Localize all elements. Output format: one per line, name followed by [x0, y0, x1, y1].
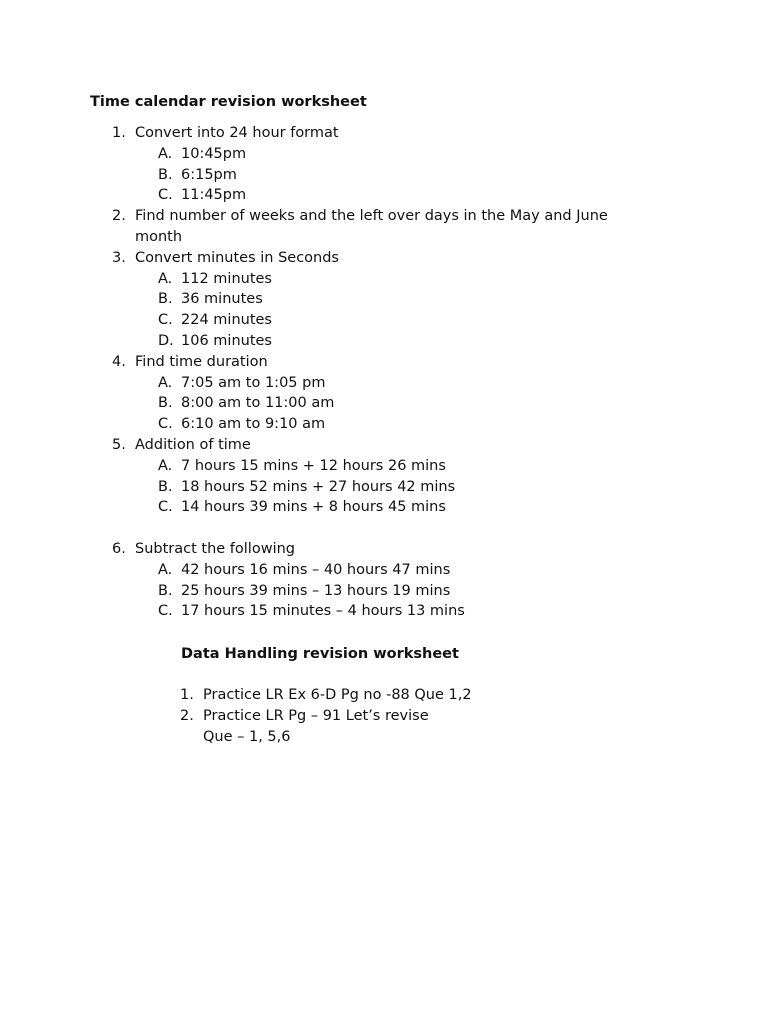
sub-letter: B. [158, 478, 173, 495]
question-number: 4. [112, 353, 126, 370]
sub-item [158, 456, 635, 477]
question-text: Practice LR Ex 6-D Pg no -88 Que 1,2 [203, 687, 472, 703]
sub-text: 25 hours 39 mins – 13 hours 19 mins [181, 582, 451, 599]
question-text: Practice LR Pg – 91 Let’s revise [203, 707, 429, 724]
time-worksheet-title: Time calendar revision worksheet [90, 94, 367, 110]
sub-text: 18 hours 52 mins + 27 hours 42 mins [181, 478, 456, 495]
sub-letter: C. [158, 187, 173, 204]
sub-item [158, 165, 635, 186]
question-4 [0, 352, 635, 435]
question-text: Find number of weeks and the left over days in the May and June month [135, 208, 608, 245]
question-text: Find time duration [135, 353, 268, 370]
question-2 [0, 206, 635, 248]
sub-item [158, 414, 635, 435]
sub-list [135, 373, 635, 435]
sub-letter: B. [158, 582, 173, 599]
sub-item [158, 373, 635, 394]
sub-list [135, 560, 635, 622]
question-number: 6. [112, 540, 126, 557]
sub-letter: B. [158, 166, 173, 183]
sub-text: 7:05 am to 1:05 pm [181, 374, 326, 391]
sub-letter: C. [158, 416, 173, 433]
sub-list [135, 144, 635, 206]
sub-letter: A. [158, 457, 173, 474]
sub-text: 36 minutes [181, 291, 263, 308]
sub-letter: A. [158, 145, 173, 162]
question-number: 2. [180, 707, 194, 724]
question-1 [0, 123, 635, 206]
sub-letter: D. [158, 332, 174, 349]
sub-item [158, 497, 635, 518]
sub-text: 11:45pm [181, 187, 247, 204]
sub-item [158, 477, 635, 498]
question-text: Addition of time [135, 436, 251, 453]
question-continuation: Que – 1, 5,6 [203, 728, 291, 745]
question-3 [0, 248, 635, 352]
data-question-1 [0, 685, 603, 706]
sub-text: 112 minutes [181, 270, 272, 287]
sub-letter: B. [158, 395, 173, 412]
sub-letter: C. [158, 499, 173, 516]
sub-item [158, 331, 635, 352]
question-text: Convert minutes in Seconds [135, 249, 339, 266]
sub-item [158, 393, 635, 414]
sub-text: 6:10 am to 9:10 am [181, 416, 326, 433]
sub-item [158, 560, 635, 581]
sub-text: 8:00 am to 11:00 am [181, 395, 335, 412]
sub-item [158, 289, 635, 310]
question-number: 5. [112, 436, 126, 453]
question-text: Convert into 24 hour format [135, 125, 339, 141]
sub-letter: C. [158, 312, 173, 329]
sub-letter: B. [158, 291, 173, 308]
data-question-list [0, 685, 768, 747]
sub-item [158, 581, 635, 602]
sub-letter: A. [158, 374, 173, 391]
question-number: 1. [112, 125, 126, 141]
sub-text: 6:15pm [181, 166, 237, 183]
sub-text: 10:45pm [181, 145, 247, 162]
sub-text: 14 hours 39 mins + 8 hours 45 mins [181, 499, 446, 516]
sub-item [158, 144, 635, 165]
time-question-list [0, 123, 768, 622]
sub-item [158, 185, 635, 206]
question-5 [0, 435, 635, 539]
data-handling-title: Data Handling revision worksheet [181, 646, 459, 662]
sub-text: 106 minutes [181, 332, 272, 349]
question-number: 1. [180, 687, 194, 703]
sub-letter: C. [158, 603, 173, 620]
sub-list [135, 269, 635, 352]
data-question-2 [0, 706, 603, 748]
sub-item [158, 310, 635, 331]
sub-list [135, 456, 635, 518]
sub-letter: A. [158, 561, 173, 578]
question-number: 2. [112, 208, 126, 225]
sub-text: 224 minutes [181, 312, 272, 329]
question-6 [0, 539, 635, 622]
sub-item [158, 269, 635, 290]
blank-line [135, 518, 635, 539]
sub-letter: A. [158, 270, 173, 287]
sub-item [158, 601, 635, 622]
sub-text: 42 hours 16 mins – 40 hours 47 mins [181, 561, 451, 578]
question-text: Subtract the following [135, 540, 295, 557]
question-number: 3. [112, 249, 126, 266]
sub-text: 7 hours 15 mins + 12 hours 26 mins [181, 457, 446, 474]
sub-text: 17 hours 15 minutes – 4 hours 13 mins [181, 603, 465, 620]
